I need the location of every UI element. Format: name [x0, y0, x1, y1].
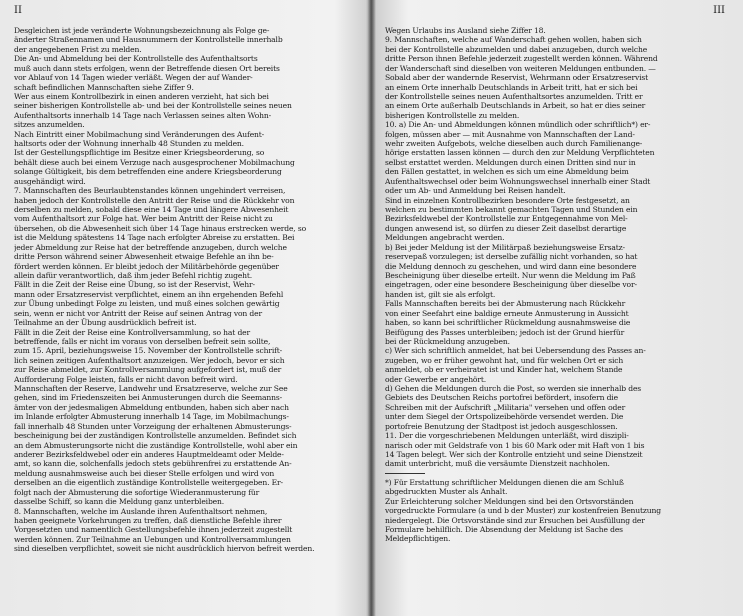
text-line: fördert werden können. Er bleibt jedoch der Militärbehörde gegenüber — [14, 261, 279, 271]
text-line: bisherigen Kontrollstelle zu melden. — [385, 110, 520, 120]
text-line: b) Bei jeder Meldung ist der Militärpaß beziehungsweise Ersatz- — [385, 242, 625, 252]
text-line: Nach Eintritt einer Mobilmachung sind Veränderungen des Aufent- — [14, 129, 265, 139]
text-line: 9. Mannschaften, welche auf Wanderschaft gehen wollen, haben sich — [385, 35, 642, 45]
text-line: schaft befindlichen Mannschaften siehe Ziffer 9. — [14, 82, 194, 92]
text-line: Sobald aber der wandernde Reservist, Wehrmann oder Ersatzreservist — [385, 73, 649, 83]
text-line: solange Gültigkeit, bis dem betreffenden eine andere Kriegsbeorderung — [14, 167, 282, 177]
text-line: Gebiets des Deutschen Reichs portofrei befördert, insofern die — [385, 393, 618, 403]
text-line: 7. Mannschaften des Beurlaubtenstandes können ungehindert verreisen, — [14, 186, 286, 196]
text-line: derselben zu melden, sobald diese eine 14 Tage und längere Abwesenheit — [14, 205, 289, 215]
text-line: behält diese auch bei einem Verzuge nach ausgesprochener Mobilmachung — [14, 157, 295, 167]
footnote-line: vorgedruckte Formulare (a und b der Muster) zur kostenfreien Benutzung — [385, 506, 661, 516]
text-line: Fällt in die Zeit der Reise eine Kontrollversammlung, so hat der — [14, 327, 250, 337]
text-line: Mannschaften der Reserve, Landwehr und Ersatzreserve, welche zur See — [14, 384, 288, 394]
text-line: Schreiben mit der Aufschrift „Militaria" versehen und offen oder — [385, 402, 626, 412]
text-line: damit unterbricht, muß die versäumte Dienstzeit nachholen. — [385, 459, 610, 469]
text-line: Wegen Urlaubs ins Ausland siehe Ziffer 18. — [385, 26, 546, 35]
footnote — [385, 478, 731, 544]
text-line: oder Gewerbe er angehört. — [385, 374, 486, 384]
text-line: anmeldet, ob er verheiratet ist und Kinder hat, welchem Stande — [385, 365, 623, 375]
footnote-rule — [385, 473, 425, 474]
text-line: sitzes anzumelden. — [14, 120, 85, 130]
text-line: dasselbe Schiff, so kann die Meldung ganz unterbleiben. — [14, 497, 225, 507]
text-line: vom Aufenthaltsort zur Folge hat. Wer beim Antritt der Reise nicht zu — [14, 214, 273, 224]
text-line: 14 Tagen belegt. Wer sich der Kontrolle entzieht und seine Dienstzeit — [385, 449, 643, 459]
text-line: die Meldung dennoch zu geschehen, und wird dann eine besondere — [385, 261, 637, 271]
text-line: 10. a) Die An- und Abmeldungen können mündlich oder schriftlich*) er- — [385, 120, 651, 130]
text-line: sein, wenn er nicht vor Antritt der Reise auf seinen Antrag von der — [14, 308, 262, 318]
text-line: oder um Ab- und Anmeldung bei Reisen handelt. — [385, 186, 566, 196]
footnote-line: Formulare behilflich. Die Absendung der Meldung ist Sache des — [385, 524, 623, 534]
left-page-text — [14, 26, 358, 554]
footnote-line: Meldepflichtigen. — [385, 534, 451, 544]
text-line: ist die Meldung spätestens 14 Tage nach erfolgter Abreise zu erstatten. Bei — [14, 233, 295, 243]
text-line: amt, so kann die, solchenfalls jedoch stets gebührenfrei zu erstattende An- — [14, 459, 292, 469]
text-line: Die An- und Abmeldung bei der Kontrollstelle des Aufenthaltsorts — [14, 54, 258, 64]
text-line: Teilnahme an der Übung ausdrücklich befreit ist. — [14, 318, 197, 328]
text-line: den Fällen gestattet, in welchen es sich um eine Abmeldung beim — [385, 167, 629, 177]
text-line: ausgehändigt wird. — [14, 176, 86, 186]
footnote-line: niedergelegt. Die Ortsvorstände sind zur Ersuchen bei Ausfüllung der — [385, 515, 645, 525]
text-line: haben geeignete Vorkehrungen zu treffen, daß dienstliche Befehle ihrer — [14, 515, 282, 525]
text-line: vor Ablauf von 14 Tagen wieder verläßt. Wegen der auf Wander- — [14, 73, 253, 83]
text-line: dungen anwesend ist, so dürfen zu dieser Zeit daselbst derartige — [385, 223, 627, 233]
text-line: von einer Seefahrt eine baldige erneute Anmusterung in Aussicht — [385, 308, 629, 318]
text-line: narisch oder mit Geldstrafe von 1 bis 60 Mark oder mit Haft von 1 bis — [385, 440, 645, 450]
right-page-text — [385, 26, 731, 469]
text-line: jeder Abmeldung zur Reise hat der betreffende anzugeben, durch welche — [14, 242, 287, 252]
text-line: Wer aus einem Kontrollbezirk in einen anderen verzieht, hat sich bei — [14, 91, 269, 101]
footnote-line: *) Für Erstattung schriftlicher Meldungen dienen die am Schluß — [385, 477, 624, 487]
text-line: Ist der Gestellungspflichtige im Besitze einer Kriegsbeorderung, so — [14, 148, 265, 158]
text-line: selbst erstattet werden. Meldungen durch einen Dritten sind nur in — [385, 157, 636, 167]
text-line: fall innerhalb 48 Stunden unter Vorzeigung der erhaltenen Abmusterungs- — [14, 421, 292, 431]
text-line: seiner bisherigen Kontrollstelle ab- und bei der Kontrollstelle seines neuen — [14, 101, 292, 111]
right-page — [373, 0, 743, 616]
text-line: allein dafür verantwortlich, daß ihm jeder Befehl richtig zugeht. — [14, 270, 253, 280]
text-line: meldung ausnahmsweise auch bei dieser Stelle erfolgen und wird von — [14, 468, 275, 478]
text-line: Aufenthaltswechsel oder beim Wohnungswechsel innerhalb einer Stadt — [385, 176, 651, 186]
text-line: portofreie Benutzung der Stadtpost ist jedoch ausgeschlossen. — [385, 421, 618, 431]
text-line: bescheinigung bei der zuständigen Kontrollstelle anzumelden. Befindet sich — [14, 431, 297, 441]
text-line: reservepaß vorzulegen; ist derselbe zufällig nicht vorhanden, so hat — [385, 252, 638, 262]
text-line: an dem Abmusterungsorte nicht die zuständige Kontrollstelle, wohl aber ein — [14, 440, 298, 450]
text-line: an einem Orte außerhalb Deutschlands in Arbeit, so hat er dies seiner — [385, 101, 646, 111]
text-line: Bescheinigung über dieselbe erteilt. Nur wenn die Meldung im Paß — [385, 270, 636, 280]
text-line: d) Gehen die Meldungen durch die Post, so werden sie innerhalb des — [385, 384, 642, 394]
text-line: gehen, sind im Friedenszeiten bei Anmusterungen durch die Seemanns- — [14, 393, 283, 403]
text-line: mann oder Ersatzreservist verpflichtet, einem an ihn ergehenden Befehl — [14, 289, 284, 299]
text-line: Beifügung des Passes unterbleiben; jedoch ist der Grund hierfür — [385, 327, 625, 337]
text-line: bei der Kontrollstelle abzumelden und dabei anzugeben, durch welche — [385, 44, 648, 54]
page-number-right: III — [713, 5, 725, 16]
text-line: folgen, müssen aber — mit Ausnahme von Mannschaften der Land- — [385, 129, 635, 139]
text-line: anderer Bezirksfeldwebel oder ein anderes Hauptmeldeamt oder Melde- — [14, 449, 284, 459]
text-line: dritte Person ihnen Befehle jederzeit zugestellt werden können. Während — [385, 54, 658, 64]
text-line: zum 15. April, beziehungsweise 15. November der Kontrollstelle schrift- — [14, 346, 283, 356]
text-line: zur Übung unbedingt Folge zu leisten, und muß eines solchen gewärtig — [14, 299, 280, 309]
text-line: werden können. Zur Teilnahme an Uebungen und Kontrollversammlungen — [14, 534, 291, 544]
text-line: Bezirksfeldwebel der Kontrollstelle zur Entgegennahme von Mel- — [385, 214, 628, 224]
text-line: c) Wer sich schriftlich anmeldet, hat bei Uebersendung des Passes an- — [385, 346, 646, 356]
text-line: welchen zu bestimmten bekannt gemachten Tagen und Stunden ein — [385, 205, 638, 215]
text-line: Desgleichen ist jede veränderte Wohnungsbezeichnung als Folge ge- — [14, 26, 270, 35]
text-line: änderter Straßennamen und Hausnummern der Kontrollstelle innerhalb — [14, 35, 283, 45]
text-line: 8. Mannschaften, welche im Auslande ihren Aufenthaltsort nehmen, — [14, 506, 268, 516]
text-line: haben, so kann bei schriftlicher Rückmeldung ausnahmsweise die — [385, 318, 631, 328]
text-line: Meldungen angebracht werden. — [385, 233, 505, 243]
text-line: Fällt in die Zeit der Reise eine Übung, so ist der Reservist, Wehr- — [14, 280, 255, 290]
page-number-left: II — [14, 5, 22, 16]
text-line: Aufenthaltsorts innerhalb 14 Tage nach Verlassen seines alten Wohn- — [14, 110, 272, 120]
text-line: derselben an die eigentlich zuständige Kontrollstelle weitergegeben. Er- — [14, 478, 283, 488]
footnote-line: abgedruckten Muster als Anhalt. — [385, 487, 508, 497]
text-line: Vorgesetzten und namentlich Gestellungsbefehle ihnen jederzeit zugestellt — [14, 525, 293, 535]
text-line: sind dieselben verpflichtet, soweit sie nicht ausdrücklich hiervon befreit werden. — [14, 544, 315, 554]
text-line: haben jedoch der Kontrollstelle den Antritt der Reise und die Rückkehr von — [14, 195, 295, 205]
text-line: der angegebenen Frist zu melden. — [14, 44, 142, 54]
text-line: hörige erstatten lassen können — durch den zur Meldung Verpflichteten — [385, 148, 655, 158]
text-line: haltsorts oder der Wohnung innerhalb 48 Stunden zu melden. — [14, 139, 244, 149]
text-line: der Wanderschaft sind dieselben von weiteren Meldungen entbunden. — — [385, 63, 656, 73]
text-line: bei der Rückmeldung anzugeben. — [385, 336, 510, 346]
text-line: im Inlande erfolgter Abmusterung innerhalb 14 Tage, im Mobilmachungs- — [14, 412, 289, 422]
text-line: zur Reise abmeldet, zur Kontrollversammlung aufgefordert ist, muß der — [14, 365, 282, 375]
left-page — [0, 0, 370, 616]
text-line: 11. Der die vorgeschriebenen Meldungen unterläßt, wird diszipli- — [385, 431, 629, 441]
text-line: dritte Person während seiner Abwesenheit etwaige Befehle an ihn be- — [14, 252, 274, 262]
text-line: Falls Mannschaften bereits bei der Abmusterung nach Rückkehr — [385, 299, 626, 309]
text-line: zugeben, wo er früher gewohnt hat, und für welchen Ort er sich — [385, 355, 624, 365]
text-line: lich seinen zeitigen Aufenthaltsort anzuzeigen. Wer jedoch, bevor er sich — [14, 355, 285, 365]
text-line: wehr zweiten Aufgebots, welche dieselben auch durch Familienange- — [385, 139, 643, 149]
text-line: folgt nach der Abmusterung die sofortige Wiederanmusterung für — [14, 487, 260, 497]
text-line: an einem Orte innerhalb Deutschlands in Arbeit tritt, hat er sich bei — [385, 82, 638, 92]
text-line: muß auch dann stets erfolgen, wenn der Betreffende diesen Ort bereits — [14, 63, 280, 73]
footnote-line: Zur Erleichterung solcher Meldungen sind bei den Ortsvorständen — [385, 496, 634, 506]
text-line: handen ist, gilt sie als erfolgt. — [385, 289, 496, 299]
text-line: ämter von der jedesmaligen Abmeldung entbunden, haben sich aber nach — [14, 402, 289, 412]
text-line: eingetragen, oder eine besondere Bescheinigung über dieselbe vor- — [385, 280, 637, 290]
text-line: Sind in einzelnen Kontrollbezirken besondere Orte festgesetzt, an — [385, 195, 630, 205]
text-line: betreffende, falls er nicht im voraus von derselben befreit sein sollte, — [14, 336, 271, 346]
text-line: der Kontrollstelle seines neuen Aufenthaltsortes anzumelden. Tritt er — [385, 91, 643, 101]
text-line: übersehen, ob die Abwesenheit sich über 14 Tage hinaus erstrecken werde, so — [14, 223, 306, 233]
text-line: Aufforderung Folge leisten, falls er nicht davon befreit wird. — [14, 374, 238, 384]
text-line: unter dem Siegel der Ortspolizeibehörde versendet werden. Die — [385, 412, 624, 422]
